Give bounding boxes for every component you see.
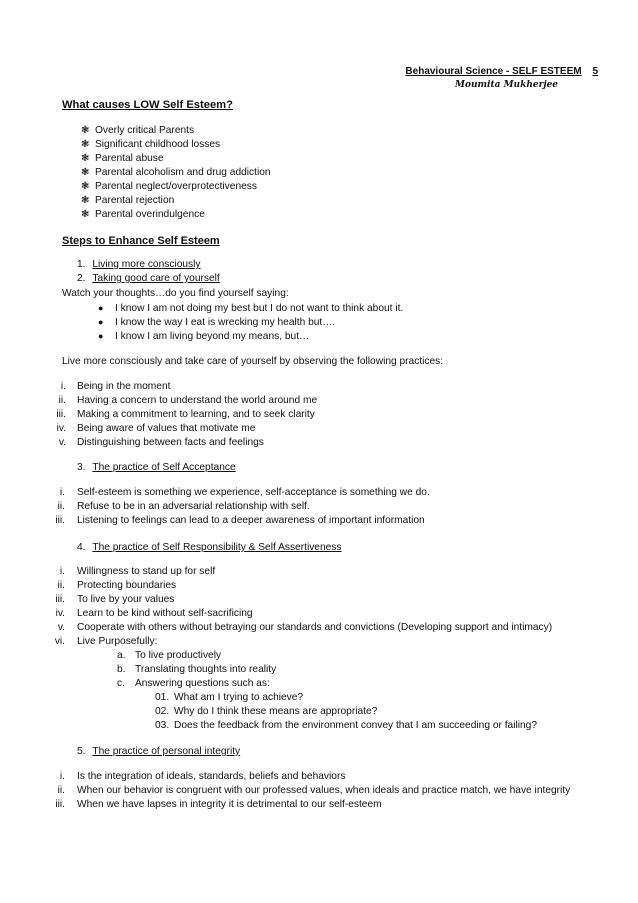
list-item: vi. Live Purposefully: [54, 636, 158, 647]
list-item: iv. Being aware of values that motivate me [56, 423, 256, 434]
list-item: ● I know the way I eat is wrecking my health but…. [98, 317, 336, 328]
list-item: v. Distinguishing between facts and feelings [58, 437, 264, 448]
list-item: 02. Why do I think these means are appropriate? [155, 706, 378, 717]
bullet-dot-icon: ● [98, 331, 104, 341]
flower-bullet-icon: ❃ [81, 153, 90, 164]
step-label: Living more consciously [92, 259, 201, 270]
step-label: Taking good care of yourself [92, 273, 220, 284]
step-label: The practice of Self Acceptance [92, 462, 236, 473]
list-item: 03. Does the feedback from the environment convey that I am succeeding or failing? [155, 720, 537, 731]
steps-heading: Steps to Enhance Self Esteem [62, 235, 220, 247]
list-item: ii. Protecting boundaries [57, 580, 177, 591]
list-item: ❃ Parental alcoholism and drug addiction [81, 167, 271, 178]
list-item: iii. To live by your values [55, 594, 175, 605]
list-item: 01. What am I trying to achieve? [155, 692, 304, 703]
flower-bullet-icon: ❃ [81, 167, 90, 178]
acceptance-list [0, 486, 638, 528]
step-4 [77, 541, 341, 555]
list-item: a. To live productively [117, 650, 222, 661]
list-item: ● I know I am living beyond my means, but… [98, 331, 310, 342]
list-item: ❃ Significant childhood losses [81, 139, 221, 150]
list-item: ❃ Parental rejection [81, 195, 175, 206]
watch-intro: Watch your thoughts…do you find yourself saying: [62, 288, 289, 299]
causes-list [81, 124, 271, 222]
list-item: ii. Refuse to be in an adversarial relationship with self. [57, 501, 310, 512]
questions-list [0, 691, 638, 733]
step-number: 2. [77, 273, 86, 284]
step-2 [77, 272, 220, 286]
list-item: ❃ Parental neglect/overprotectiveness [81, 181, 257, 192]
list-item: iii. Listening to feelings can lead to a deeper awareness of important information [55, 515, 425, 526]
flower-bullet-icon: ❃ [81, 125, 90, 136]
list-item: ii. Having a concern to understand the world around me [58, 395, 318, 406]
list-item: ❃ Parental overindulgence [81, 209, 205, 220]
practice-intro: Live more consciously and take care of yourself by observing the following practices: [62, 356, 444, 367]
flower-bullet-icon: ❃ [81, 139, 90, 150]
step-1 [77, 258, 201, 272]
list-item: v. Cooperate with others without betraying our standards and convictions (Developing support and intimacy) [57, 622, 553, 633]
list-item: i. Willingness to stand up for self [59, 566, 216, 577]
step-number: 4. [77, 542, 86, 553]
watch-list [98, 302, 403, 344]
flower-bullet-icon: ❃ [81, 195, 90, 206]
list-item: iii. Making a commitment to learning, and to seek clarity [56, 409, 315, 420]
page-header [405, 65, 598, 79]
integrity-list [0, 770, 638, 812]
causes-heading-text: What causes LOW Self Esteem [62, 99, 227, 111]
step-3 [77, 461, 236, 475]
step-number: 3. [77, 462, 86, 473]
step-label: The practice of Self Responsibility & Self Assertiveness [92, 542, 342, 553]
list-item: iii. When we have lapses in integrity it is detrimental to our self-esteem [55, 799, 382, 810]
purpose-sublist [0, 649, 638, 691]
header-title: Behavioural Science - SELF ESTEEM [405, 66, 582, 77]
page-number: 5 [592, 66, 598, 77]
practices-list [0, 380, 638, 450]
flower-bullet-icon: ❃ [81, 209, 90, 220]
step-number: 1. [77, 259, 86, 270]
list-item: i. Is the integration of ideals, standards, beliefs and behaviors [59, 771, 346, 782]
causes-heading-suffix: ? [226, 99, 233, 111]
step-number: 5. [77, 746, 86, 757]
causes-heading [62, 99, 233, 113]
list-item: i. Being in the moment [60, 381, 171, 392]
step-5 [77, 745, 240, 759]
list-item: iv. Learn to be kind without self-sacrificing [55, 608, 253, 619]
bullet-dot-icon: ● [98, 303, 104, 313]
list-item: i. Self-esteem is something we experience, self-acceptance is something we do. [59, 487, 430, 498]
step-label: The practice of personal integrity [92, 746, 241, 757]
list-item: b. Translating thoughts into reality [117, 664, 277, 675]
author-signature: Moumita Mukherjee [455, 80, 559, 90]
list-item: ❃ Overly critical Parents [81, 125, 195, 136]
list-item: ii. When our behavior is congruent with our professed values, when ideals and practice match, we have integrity [57, 785, 571, 796]
flower-bullet-icon: ❃ [81, 181, 90, 192]
list-item: ❃ Parental abuse [81, 153, 164, 164]
list-item: ● I know I am not doing my best but I do not want to think about it. [98, 303, 404, 314]
list-item: c. Answering questions such as: [117, 678, 270, 689]
responsibility-list [0, 565, 638, 649]
bullet-dot-icon: ● [98, 317, 104, 327]
